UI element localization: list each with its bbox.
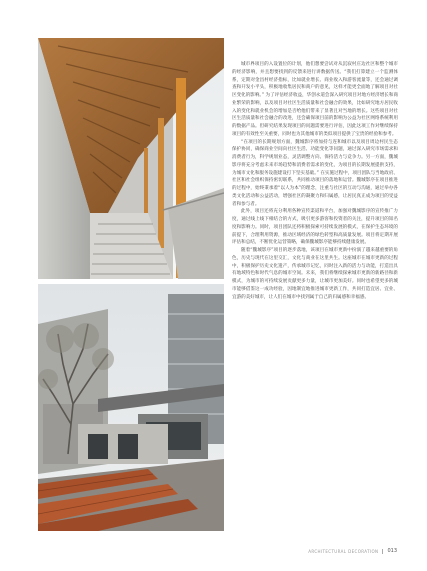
section-label: ARCHITECTURAL DECORATION xyxy=(308,548,379,554)
photo-timber-roof-stairs xyxy=(38,38,224,279)
page-number: 013 xyxy=(387,548,397,554)
body-paragraph: “在项目的长期规划方面，魏城影序将加持与连和城市以及项目周边村民生态保护协同，确保商业空间向社区生活、功能变化等问题，通过深入研究市场需求和消费者行为，科学规划业态，灵活调整方向、保持活力与竞争力。另一方面，魏城影序将充分考虑未来市场趋势和消费者需求的变化，为项目的长期发展提供支持，为城市文化和服务设施建设打下坚实基础。” 在实施过程中，项目团队与当地政府、社区和社会组织保持密切联系，共同推动项目的落地和运营。魏城影序在项目推进的过程中，始终秉承着“以人为本”的理念，注重与社区的互动与沟通，通过举办各类文化活动和公益活动，增强社区的凝聚力和归属感，让居民真正成为项目的受益者和参与者。 xyxy=(232,139,398,207)
footer-divider xyxy=(382,549,383,554)
page-footer xyxy=(308,548,397,554)
article-body xyxy=(232,61,398,301)
photo-courtyard-tree xyxy=(38,284,224,531)
body-paragraph: 此外，项目还将充分利用各种宣传渠道和平台，加强对魏城影序的宣传推广力度，通过线上线下相结合的方式，吸引更多游客和投资者的关注，提升项目的知名度和影响力。同时，项目团队还将积极探索可持续发展的模式，在保护生态环境的前提下，合理利用资源，推动区域经济的绿色转型和高质量发展。项目将定期开展评估和总结，不断优化运营策略，确保魏城影序能够持续健康发展。 xyxy=(232,209,398,246)
body-paragraph: 随着“魏城影序”项目的逐步落地，该项目在城市更新中扮演了越来越重要的角色，历史与现代在这里交汇，文化与商业在这里共生。这座城市在城市更新的过程中，积极保护历史文化遗产，传承城市记忆，同时注入新的活力与动能，打造出具有地域特色和时代气息的城市空间。未来，我们将继续探索城市更新的新路径和新模式，为城市的可持续发展贡献更多力量，让城市更加美好。同时也希望更多的城市能够借鉴这一成功经验，因地制宜地推进城市更新工作，共同打造宜居、宜业、宜游的美好城市，让人们在城市中找到属于自己的归属感和幸福感。 xyxy=(232,248,398,300)
body-paragraph: 城市界项目的入设置位的计划，他们想要尝试对从沉寂村庄边社区和整个城市的经济影响，并且想要找到的反馈来进行讲数据传送。“我们打算建立一个监测体系，定期对金昌村经济指标，比如就业增长、商业收入和游客流量等，还会通过调查和开发小平头，积极地收集居民和商户的意见，这样才能更全面地了解项目对社区变化的影响。” 为了评估经济收益，华创永道会深入研究项目对地方经济增长和商业繁荣的影响，以及项目对社区生活质量和社会融合的效果，比如研究地方居民收入的变化和就业机会的增加是否给他们带来了显著且对当地的增长。这些项目对社区生活质量和社会融合的改进，还会确保项目前的影响为公益为社区网络系统利用的数据产品。但研究结果发现项目的问题需要进行评估，因此这项工作对继续保持项目的有效性至关重要，同时也为其他城市的类似项目提供了宝贵的经验和参考。 xyxy=(232,62,398,137)
